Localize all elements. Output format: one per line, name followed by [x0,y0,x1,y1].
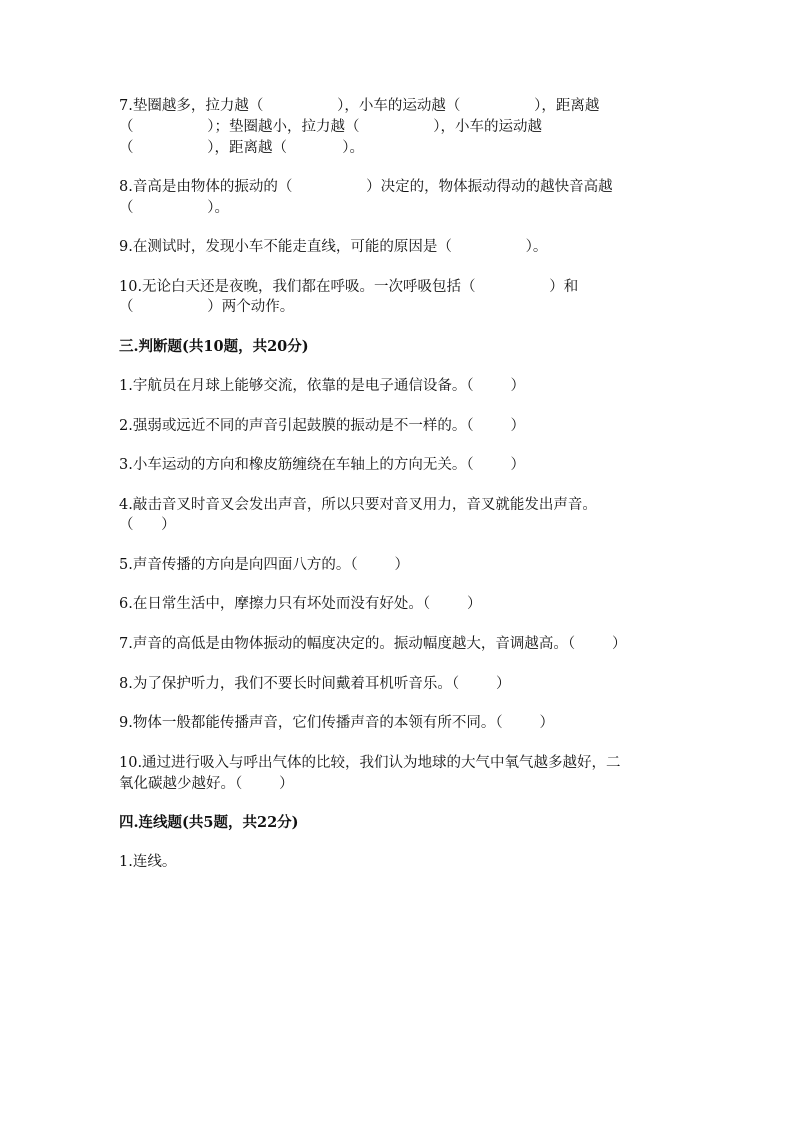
judge-item-5: 5.声音传播的方向是向四面八方的。（ ） [119,557,409,573]
judge-item-7: 7.声音的高低是由物体振动的幅度决定的。振动幅度越大，音调越高。（ ） [119,636,627,652]
match-item-1: 1.连线。 [119,854,177,870]
question-9-line-1: 9.在测试时，发现小车不能走直线，可能的原因是（ ）。 [119,239,548,255]
judge-item-1: 1.宇航员在月球上能够交流，依靠的是电子通信设备。（ ） [119,378,525,394]
judge-item-10-line-1: 10.通过进行吸入与呼出气体的比较，我们认为地球的大气中氧气越多越好，二 [119,755,621,771]
judge-item-8: 8.为了保护听力，我们不要长时间戴着耳机听音乐。（ ） [119,676,511,692]
section-match-heading: 四.连线题(共5题，共22分) [119,814,299,831]
question-7-line-2: （ ）；垫圈越小，拉力越（ ），小车的运动越 [119,119,542,135]
judge-item-2: 2.强弱或远近不同的声音引起鼓膜的振动是不一样的。（ ） [119,418,525,434]
judge-item-4-line-1: 4.敲击音叉时音叉会发出声音，所以只要对音叉用力，音叉就能发出声音。 [119,497,597,513]
question-7-line-1: 7.垫圈越多，拉力越（ ），小车的运动越（ ），距离越 [119,98,600,114]
question-10-line-1: 10.无论白天还是夜晚，我们都在呼吸。一次呼吸包括（ ）和 [119,279,579,295]
judge-item-10-line-2: 氧化碳越少越好。（ ） [119,776,294,792]
judge-item-9: 9.物体一般都能传播声音，它们传播声音的本领有所不同。（ ） [119,715,554,731]
judge-item-6: 6.在日常生活中，摩擦力只有坏处而没有好处。（ ） [119,596,482,612]
question-8-line-1: 8.音高是由物体的振动的（ ）决定的，物体振动得动的越快音高越 [119,179,613,195]
judge-item-4-line-2: （ ） [119,517,176,533]
question-10-line-2: （ ）两个动作。 [119,299,295,315]
judge-item-3: 3.小车运动的方向和橡皮筋缠绕在车轴上的方向无关。（ ） [119,457,525,473]
section-judge-heading: 三.判断题(共10题，共20分) [119,338,309,355]
question-7-line-3: （ ），距离越（ ）。 [119,140,365,156]
question-8-line-2: （ ）。 [119,200,229,216]
